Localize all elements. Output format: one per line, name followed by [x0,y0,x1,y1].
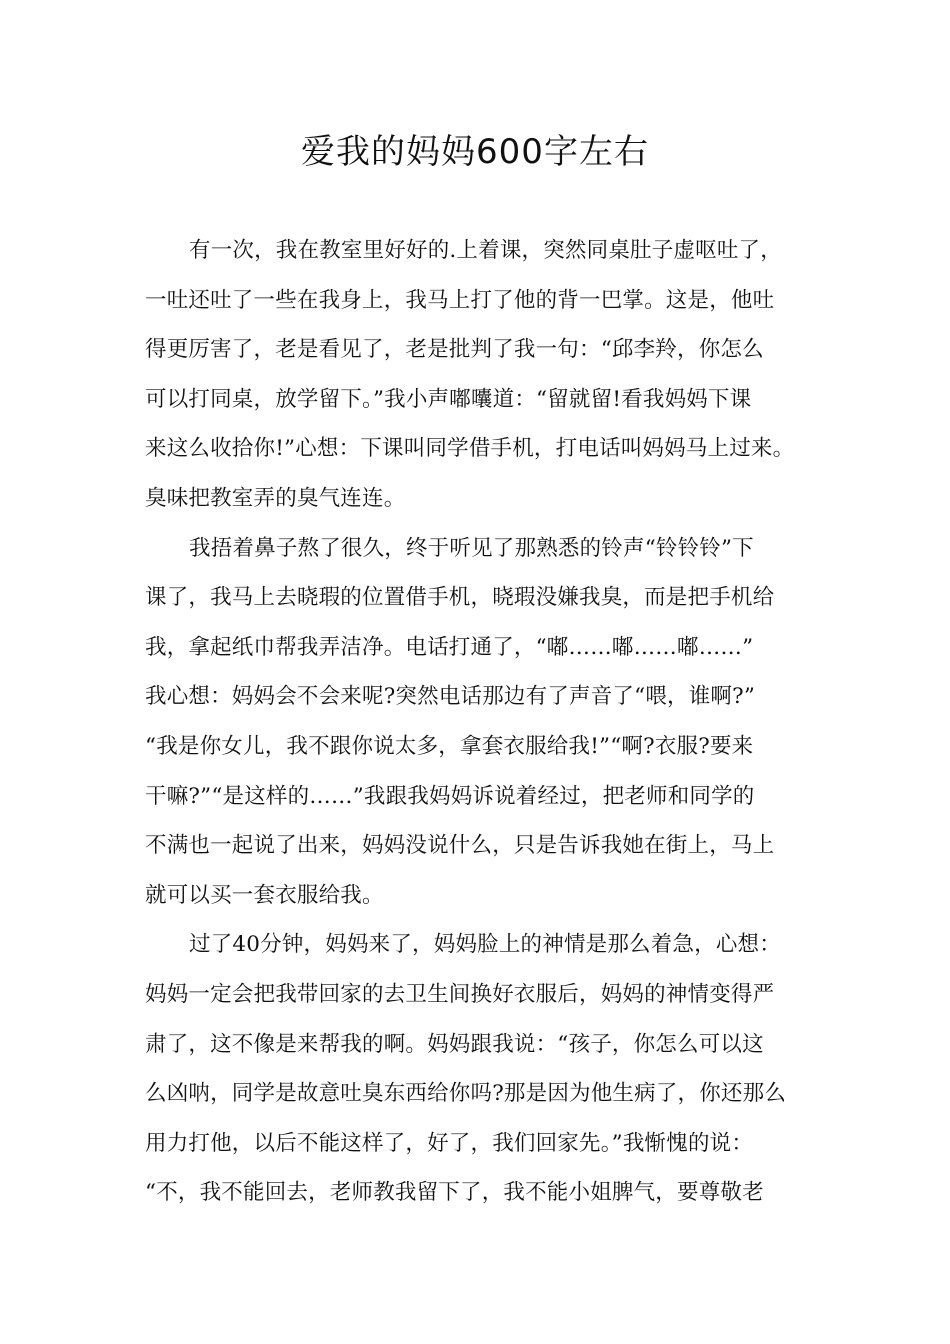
paragraph-2-line-1: 我捂着鼻子熬了很久，终于听见了那熟悉的铃声“铃铃铃”下 [189,535,754,561]
paragraph-3-line-5: 用力打他，以后不能这样了，好了，我们回家先。”我惭愧的说： [145,1130,754,1156]
paragraph-1-line-3: 得更厉害了，老是看见了，老是批判了我一句：“邱李羚，你怎么 [145,337,764,363]
paragraph-1-line-4: 可以打同桌，放学留下。”我小声嘟囔道：“留就留!看我妈妈下课 [145,386,752,412]
document-body [145,226,825,1218]
paragraph-1-line-5: 来这么收拾你!”心想：下课叫同学借手机，打电话叫妈妈马上过来。 [145,436,795,462]
paragraph-1-line-2: 一吐还吐了一些在我身上，我马上打了他的背一巴掌。这是，他吐 [145,287,775,313]
paragraph-2-line-4: 我心想：妈妈会不会来呢?突然电话那边有了声音了“喂，谁啊?” [145,684,756,710]
paragraph-3-line-1: 过了40分钟，妈妈来了，妈妈脸上的神情是那么着急，心想： [189,932,781,958]
paragraph-2-line-7: 不满也一起说了出来，妈妈没说什么，只是告诉我她在街上，马上 [145,833,775,859]
paragraph-3-line-4: 么凶呐，同学是故意吐臭东西给你吗?那是因为他生病了，你还那么 [145,1081,787,1107]
paragraph-3-line-6: “不，我不能回去，老师教我留下了，我不能小姐脾气，要尊敬老 [145,1180,764,1206]
paragraph-2-line-5: “我是你女儿，我不跟你说太多，拿套衣服给我!”“啊?衣服?要来 [145,733,754,759]
paragraph-2-line-8: 就可以买一套衣服给我。 [145,882,384,908]
paragraph-3-line-3: 肃了，这不像是来帮我的啊。妈妈跟我说：“孩子，你怎么可以这 [145,1031,764,1057]
paragraph-2-line-3: 我，拿起纸巾帮我弄洁净。电话打通了，“嘟……嘟……嘟……” [145,634,754,660]
paragraph-2-line-2: 课了，我马上去晓瑕的位置借手机，晓瑕没嫌我臭，而是把手机给 [145,585,775,611]
paragraph-1-line-6: 臭味把教室弄的臭气连连。 [145,485,406,511]
paragraph-2-line-6: 干嘛?”“是这样的……”我跟我妈妈诉说着经过，把老师和同学的 [145,783,755,809]
document-title: 爱我的妈妈600字左右 [301,132,649,172]
paragraph-3-line-2: 妈妈一定会把我带回家的去卫生间换好衣服后，妈妈的神情变得严 [145,981,775,1007]
paragraph-1-line-1: 有一次，我在教室里好好的.上着课，突然同桌肚子虚呕吐了， [189,238,782,263]
